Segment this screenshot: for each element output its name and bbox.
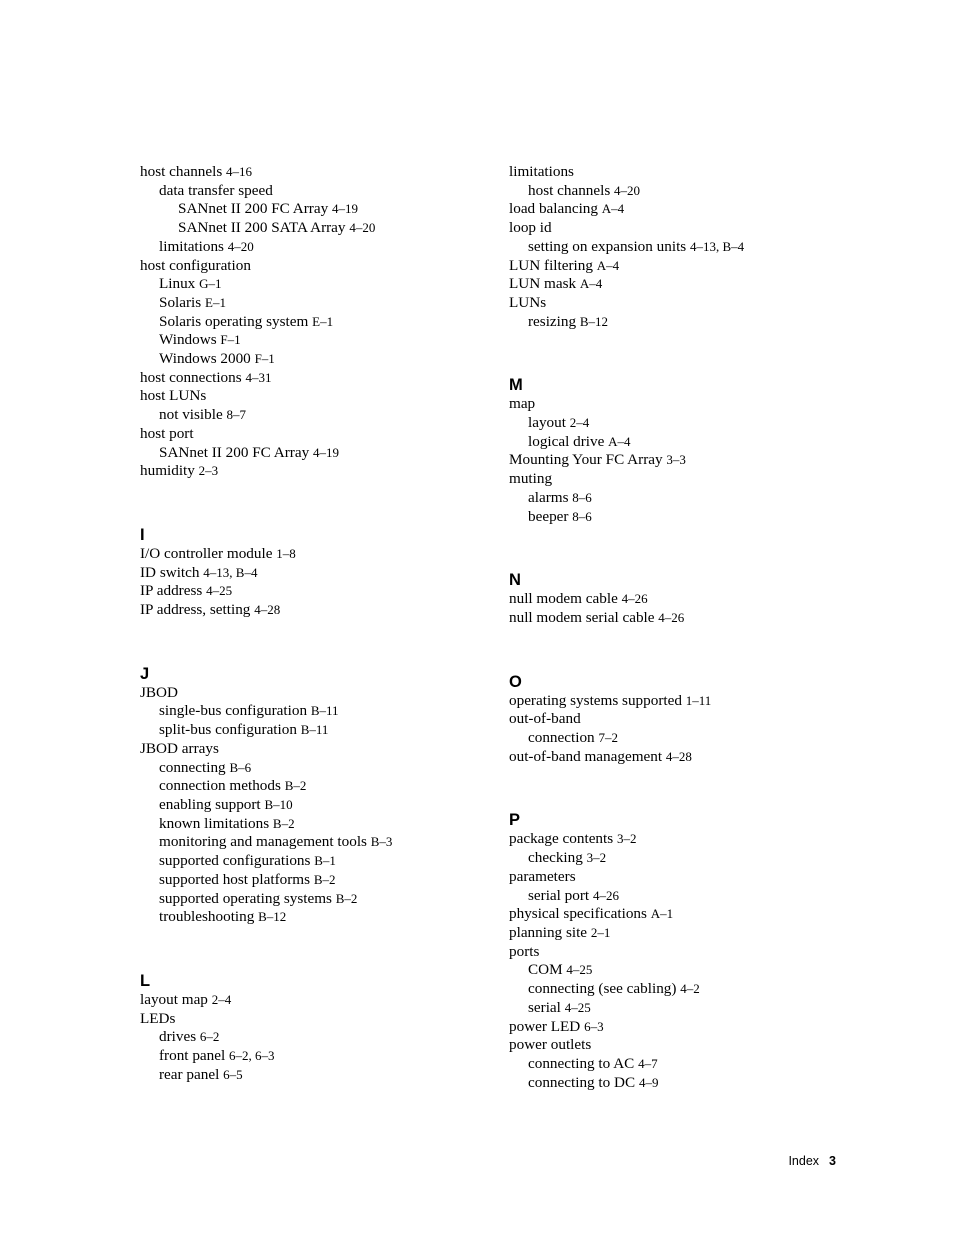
section-letter-l: L [140, 971, 151, 990]
entry-term: LUN mask [509, 275, 577, 293]
index-column-right [509, 163, 889, 1092]
page-reference: B–11 [310, 703, 339, 719]
index-entry [509, 1036, 889, 1055]
page-reference: 6–5 [223, 1066, 243, 1082]
page-reference: E–1 [205, 294, 226, 310]
index-entry [509, 451, 889, 470]
index-subentry [140, 182, 500, 201]
index-subentry [140, 294, 500, 313]
page-reference: 2–3 [198, 463, 219, 479]
entry-term: serial [528, 998, 561, 1016]
entry-term: muting [509, 470, 553, 488]
index-entry [509, 868, 889, 887]
entry-term: layout map [140, 990, 208, 1008]
entry-term: monitoring and management tools [159, 833, 367, 851]
index-subentry [509, 1055, 889, 1074]
section-letter-m: M [509, 376, 523, 395]
page-reference: B–2 [272, 815, 295, 831]
page-reference: B–12 [258, 909, 287, 925]
footer-label: Index [788, 1154, 820, 1168]
index-subentry [140, 890, 500, 909]
page-reference: 2–4 [569, 415, 590, 431]
entry-term: Solaris [159, 293, 202, 311]
index-subentry [509, 729, 889, 748]
entry-term: IP address [140, 582, 203, 600]
page-reference: 4–2 [680, 981, 700, 997]
index-entry [509, 1018, 889, 1037]
entry-term: humidity [140, 462, 195, 480]
entry-term: host LUNs [140, 387, 207, 405]
page-reference: 6–2 [199, 1029, 220, 1045]
entry-term: LEDs [140, 1009, 176, 1027]
index-subentry [509, 980, 889, 999]
section-letter-o: O [509, 672, 522, 691]
index-entry [140, 425, 500, 444]
index-subentry [140, 1066, 500, 1085]
index-entry [140, 601, 500, 620]
index-subentry [509, 182, 889, 201]
entry-term: Mounting Your FC Array [509, 451, 663, 469]
index-subentry [509, 887, 889, 906]
entry-term: connection [528, 729, 595, 747]
index-entry [509, 943, 889, 962]
page-reference: B–1 [314, 853, 336, 869]
index-subentry [140, 908, 500, 927]
entry-term: load balancing [509, 200, 598, 218]
entry-term: logical drive [528, 432, 605, 450]
entry-term: LUNs [509, 293, 547, 311]
index-entry [509, 692, 889, 711]
page-reference: 4–19 [312, 444, 339, 460]
index-entry [140, 545, 500, 564]
index-subentry [140, 350, 500, 369]
entry-term: troubleshooting [159, 908, 255, 926]
page-reference: 4–26 [658, 609, 685, 625]
entry-term: setting on expansion units [528, 237, 687, 255]
page-reference: 4–7 [638, 1055, 658, 1071]
entry-term: checking [528, 849, 583, 867]
page-number: 3 [829, 1154, 836, 1168]
index-subentry [140, 871, 500, 890]
index-entry [140, 257, 500, 276]
entry-term: host channels [528, 181, 611, 199]
entry-term: host configuration [140, 256, 251, 274]
index-entry [509, 395, 889, 414]
index-subentry [140, 219, 500, 238]
index-entry [509, 924, 889, 943]
index-subentry [140, 444, 500, 463]
index-entry [140, 387, 500, 406]
index-entry [140, 582, 500, 601]
page-reference: A–4 [608, 433, 631, 449]
index-subentry [140, 702, 500, 721]
entry-term: I/O controller module [140, 544, 273, 562]
entry-term: beeper [528, 507, 569, 525]
index-entry [509, 905, 889, 924]
entry-term: host connections [140, 368, 242, 386]
entry-term: serial port [528, 886, 590, 904]
entry-term: null modem serial cable [509, 608, 655, 626]
index-subentry [140, 759, 500, 778]
index-entry [140, 740, 500, 759]
entry-term: layout [528, 414, 566, 432]
index-entry [509, 257, 889, 276]
page-reference: 4–9 [638, 1074, 659, 1090]
index-entry [140, 684, 500, 703]
index-entry [140, 369, 500, 388]
page-reference: 4–20 [614, 182, 641, 198]
index-entry [509, 710, 889, 729]
page-reference: 2–4 [211, 991, 232, 1007]
entry-term: SANnet II 200 FC Array [178, 200, 329, 218]
page-reference: 6–2, 6–3 [229, 1048, 275, 1064]
entry-term: operating systems supported [509, 691, 682, 709]
index-subentry [140, 721, 500, 740]
entry-term: supported host platforms [159, 870, 311, 888]
entry-term: supported operating systems [159, 889, 332, 907]
index-subentry [509, 508, 889, 527]
index-entry [509, 163, 889, 182]
entry-term: planning site [509, 923, 588, 941]
entry-term: Windows 2000 [159, 350, 251, 368]
entry-term: not visible [159, 406, 223, 424]
entry-term: supported configurations [159, 852, 311, 870]
index-entry [140, 163, 500, 182]
index-entry [509, 830, 889, 849]
section-letter-i: I [140, 525, 145, 544]
index-subentry [140, 852, 500, 871]
page-reference: 3–3 [666, 452, 686, 468]
index-entry [509, 200, 889, 219]
entry-term: enabling support [159, 795, 261, 813]
page-reference: 6–3 [584, 1018, 604, 1034]
entry-term: limitations [509, 163, 574, 180]
section-letter-p: P [509, 811, 521, 830]
index-subentry [140, 796, 500, 815]
page-reference: 4–20 [227, 238, 254, 254]
entry-term: Windows [159, 331, 217, 349]
page-reference: 4–20 [349, 220, 376, 236]
page-reference: 1–8 [276, 545, 296, 561]
entry-term: out-of-band management [509, 747, 663, 765]
index-entry [509, 219, 889, 238]
entry-term: physical specifications [509, 905, 647, 923]
entry-term: connecting to DC [528, 1073, 636, 1091]
page-reference: 4–13, B–4 [203, 564, 258, 580]
entry-term: resizing [528, 312, 577, 330]
page-reference: G–1 [199, 276, 222, 292]
index-subentry [509, 238, 889, 257]
entry-term: alarms [528, 488, 569, 506]
entry-term: connection methods [159, 777, 281, 795]
entry-term: known limitations [159, 814, 270, 832]
entry-term: connecting to AC [528, 1054, 635, 1072]
page-reference: 8–6 [572, 489, 592, 505]
page-reference: 4–25 [564, 999, 591, 1015]
entry-term: drives [159, 1028, 197, 1046]
index-entry [140, 991, 500, 1010]
index-subentry [509, 489, 889, 508]
entry-term: JBOD arrays [140, 739, 219, 757]
page-reference: 4–25 [566, 962, 593, 978]
index-subentry [140, 406, 500, 425]
page-reference: B–2 [313, 871, 336, 887]
index-subentry [140, 200, 500, 219]
page-reference: 8–6 [572, 508, 592, 524]
index-subentry [509, 999, 889, 1018]
entry-term: parameters [509, 867, 576, 885]
entry-term: COM [528, 961, 563, 979]
index-subentry [140, 1028, 500, 1047]
index-subentry [140, 238, 500, 257]
index-column-left [140, 163, 500, 1084]
entry-term: power outlets [509, 1036, 592, 1054]
index-subentry [140, 777, 500, 796]
entry-term: Linux [159, 275, 196, 293]
entry-term: data transfer speed [159, 181, 273, 199]
entry-term: ports [509, 942, 540, 960]
section-letter-j: J [140, 664, 150, 683]
page-reference: 3–2 [616, 831, 637, 847]
entry-term: IP address, setting [140, 601, 251, 619]
page-reference: A–4 [579, 276, 603, 292]
entry-term: connecting [159, 758, 226, 776]
page-reference: E–1 [312, 313, 334, 329]
page-footer [788, 1154, 836, 1168]
index-subentry [140, 1047, 500, 1066]
page-reference: 4–26 [592, 887, 619, 903]
page-reference: 4–25 [206, 583, 233, 599]
page-reference: 8–7 [226, 407, 246, 423]
index-subentry [509, 313, 889, 332]
page-reference: B–6 [229, 759, 252, 775]
entry-term: host channels [140, 163, 223, 180]
entry-term: connecting (see cabling) [528, 980, 677, 998]
entry-term: power LED [509, 1017, 581, 1035]
page-reference: 1–11 [685, 692, 712, 708]
index-subentry [509, 433, 889, 452]
page-reference: 4–16 [226, 164, 253, 179]
page-reference: 4–28 [254, 602, 281, 618]
entry-term: out-of-band [509, 710, 581, 728]
page-reference: A–4 [601, 201, 625, 217]
page-reference: A–1 [650, 906, 674, 922]
index-entry [140, 564, 500, 583]
page-reference: 4–31 [245, 369, 272, 385]
page-reference: F–1 [254, 351, 275, 367]
page-reference: 3–2 [586, 850, 607, 866]
entry-term: SANnet II 200 SATA Array [178, 219, 346, 237]
entry-term: null modem cable [509, 590, 618, 608]
index-subentry [509, 849, 889, 868]
index-subentry [509, 1074, 889, 1093]
index-entry [509, 294, 889, 313]
index-entry [509, 748, 889, 767]
index-entry [509, 609, 889, 628]
entry-term: rear panel [159, 1065, 220, 1083]
page-reference: A–4 [596, 257, 620, 273]
index-entry [509, 590, 889, 609]
index-subentry [140, 815, 500, 834]
entry-term: package contents [509, 830, 614, 848]
index-subentry [140, 275, 500, 294]
index-subentry [140, 833, 500, 852]
entry-term: split-bus configuration [159, 721, 297, 739]
page-reference: 7–2 [598, 730, 618, 746]
page-reference: F–1 [220, 332, 241, 348]
index-subentry [509, 961, 889, 980]
entry-term: single-bus configuration [159, 702, 308, 720]
index-entry [509, 275, 889, 294]
entry-term: front panel [159, 1047, 226, 1065]
section-letter-n: N [509, 571, 521, 590]
entry-term: Solaris operating system [159, 312, 309, 330]
page-reference: B–2 [284, 778, 307, 794]
page-reference: 4–13, B–4 [690, 238, 745, 254]
entry-term: loop id [509, 219, 552, 237]
entry-term: host port [140, 424, 194, 442]
entry-term: SANnet II 200 FC Array [159, 443, 310, 461]
index-entry [140, 1010, 500, 1029]
page-reference: 4–26 [621, 591, 648, 607]
entry-term: JBOD [140, 683, 178, 701]
page-reference: 2–1 [590, 924, 611, 940]
entry-term: limitations [159, 237, 224, 255]
page-reference: B–3 [370, 834, 393, 850]
page-reference: B–2 [335, 890, 358, 906]
entry-term: ID switch [140, 563, 200, 581]
index-subentry [509, 414, 889, 433]
page-reference: B–10 [264, 796, 293, 812]
index-entry [140, 462, 500, 481]
entry-term: map [509, 395, 536, 413]
page-reference: 4–19 [331, 201, 358, 217]
index-subentry [140, 313, 500, 332]
entry-term: LUN filtering [509, 256, 593, 274]
page-reference: 4–28 [665, 748, 692, 764]
page-reference: B–12 [579, 313, 609, 329]
index-subentry [140, 331, 500, 350]
page-reference: B–11 [300, 722, 329, 738]
index-entry [509, 470, 889, 489]
